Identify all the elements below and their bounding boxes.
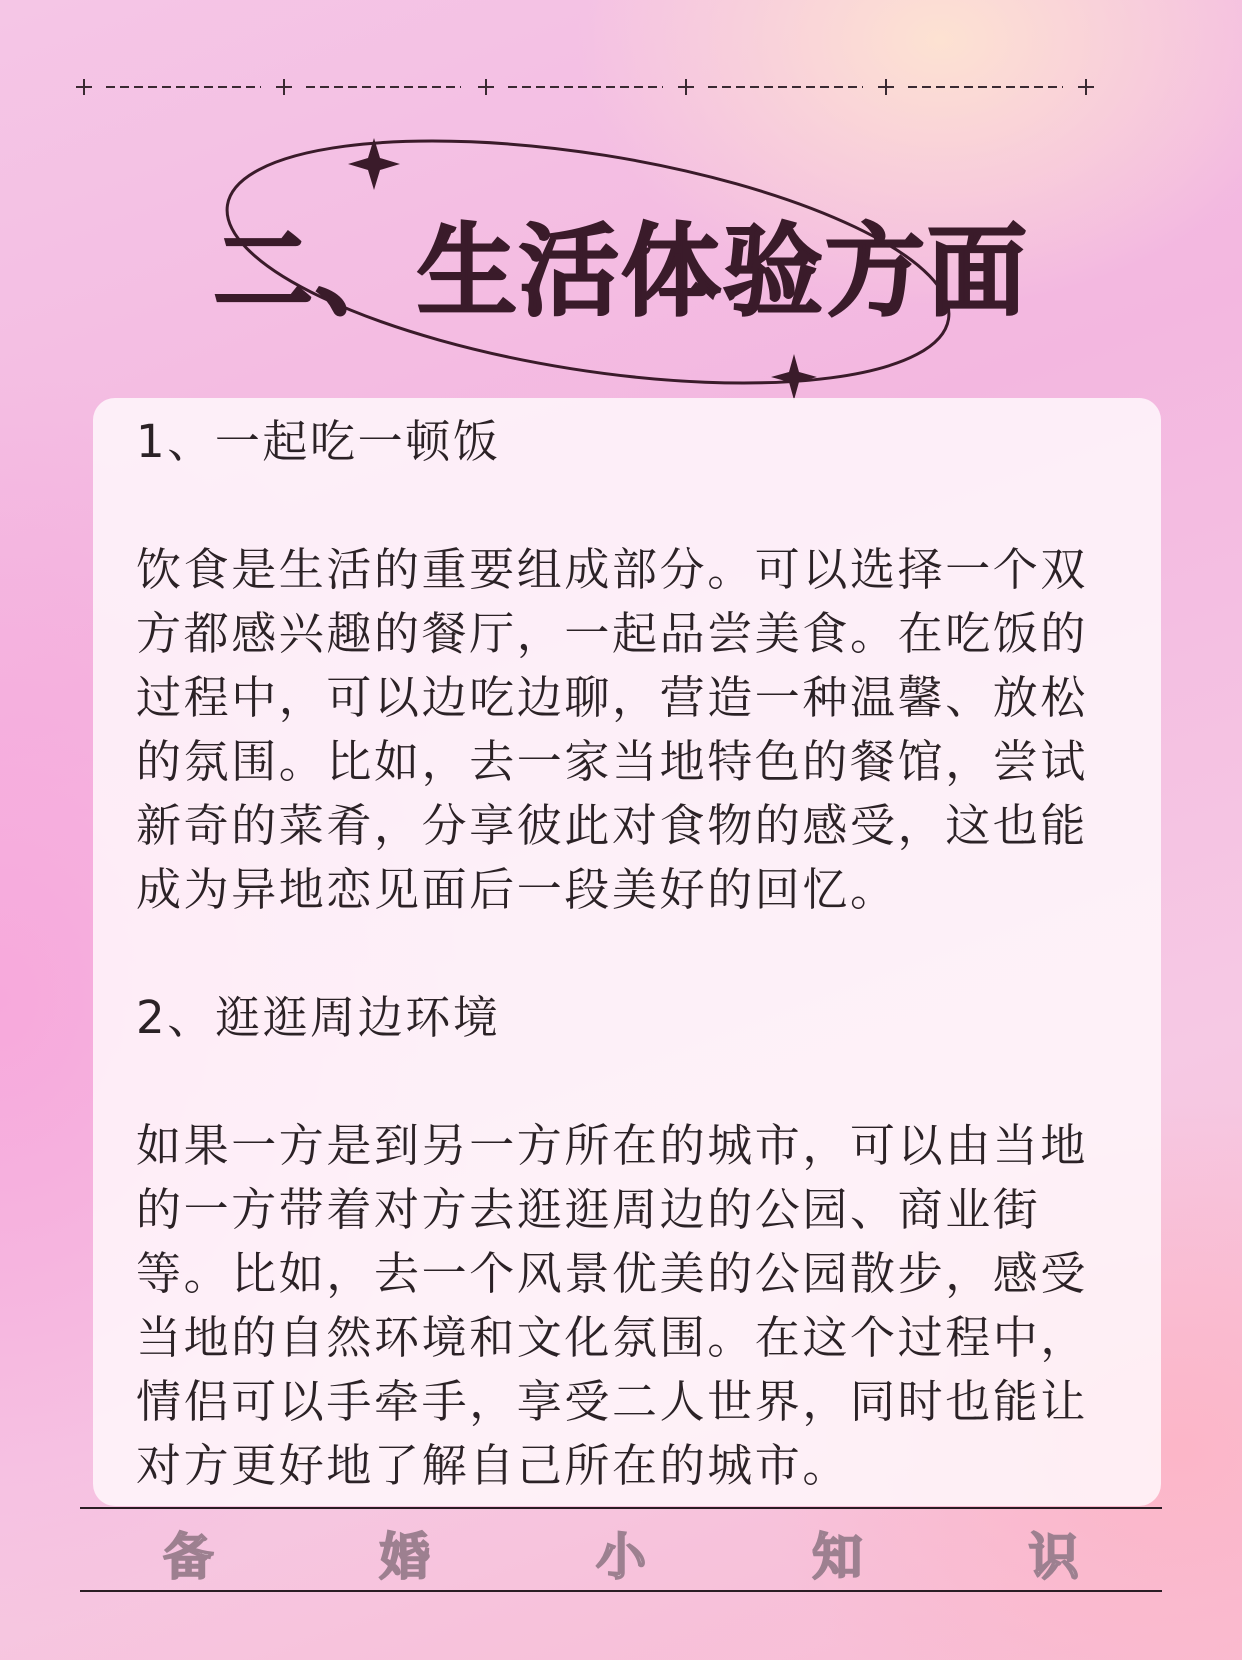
- footer-char: 备: [163, 1528, 214, 1586]
- section-body: 如果一方是到另一方所在的城市，可以由当地的一方带着对方去逛逛周边的公园、商业街等。比如，去一个风景优美的公园散步，感受当地的自然环境和文化氛围。在这个过程中，情侣可以手牵手，享受二人世界，同时也能让对方更好地了解自己所在的城市。: [136, 1119, 1089, 1492]
- footer-char: 小: [595, 1528, 646, 1586]
- footer-char: 知: [812, 1528, 863, 1586]
- content-body: [136, 410, 1126, 1498]
- footer-char: 识: [1028, 1528, 1079, 1586]
- section-heading: 1、一起吃一顿饭: [136, 415, 501, 468]
- section-heading: 2、逛逛周边环境: [136, 991, 501, 1044]
- section-body: 饮食是生活的重要组成部分。可以选择一个双方都感兴趣的餐厅，一起品尝美食。在吃饭的过程中，可以边吃边聊，营造一种温馨、放松的氛围。比如，去一家当地特色的餐馆，尝试新奇的菜肴，分享彼此对食物的感受，这也能成为异地恋见面后一段美好的回忆。: [136, 543, 1089, 916]
- title-ellipse-decoration: [0, 0, 1242, 420]
- page-title: 二、生活体验方面: [213, 213, 1029, 330]
- footer-char: 婚: [379, 1528, 430, 1586]
- footer-top-rule: [80, 1507, 1162, 1509]
- sparkle-icon: [771, 354, 817, 400]
- footer-bottom-rule: [80, 1590, 1162, 1592]
- footer-banner: [80, 1510, 1162, 1596]
